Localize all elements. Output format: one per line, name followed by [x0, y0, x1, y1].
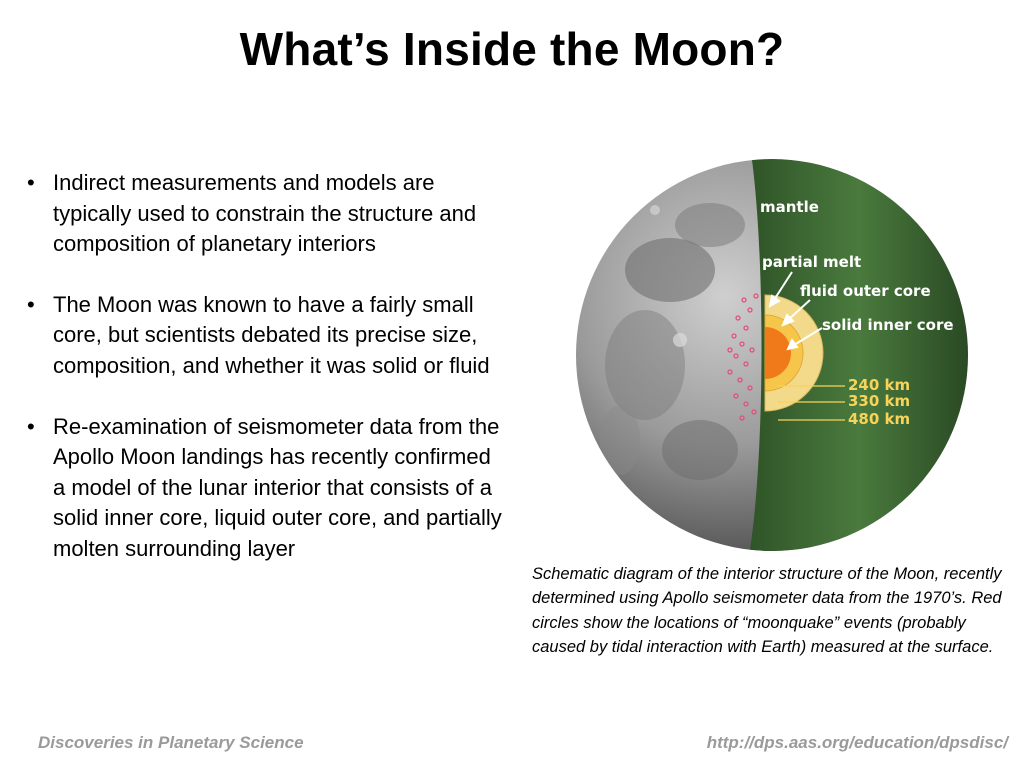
bullet-item: • The Moon was known to have a fairly small core, but scientists debated its precise size, composition, and whether it was solid or fluid — [27, 291, 490, 378]
radius-label-240: 240 km — [848, 376, 911, 394]
bullet-list — [24, 168, 504, 595]
page-title: What’s Inside the Moon? — [239, 23, 785, 75]
bullet-dot: • — [27, 413, 35, 439]
bullet-dot: • — [27, 170, 35, 195]
footer-series-title: Discoveries in Planetary Science — [38, 733, 304, 752]
radius-label-480: 480 km — [848, 410, 911, 428]
figure-caption: Schematic diagram of the interior structure of the Moon, recently determined using Apollo seismometer data from the 1970’s. Red circles show the locations of “moonquake” events (probably caused by tidal interaction with Earth) measured at the surface. — [532, 565, 1002, 657]
fluid-outer-core-label: fluid outer core — [800, 282, 931, 300]
bullet-item: • Re-examination of seismometer data from the Apollo Moon landings has recently confirmed a model of the lunar interior that consists of a solid inner core, liquid outer core, and partially molten surrounding layer — [27, 413, 502, 561]
mantle-label: mantle — [760, 198, 819, 216]
footer-url: http://dps.aas.org/education/dpsdisc/ — [706, 733, 1008, 752]
partial-melt-label: partial melt — [762, 253, 862, 271]
solid-inner-core-label: solid inner core — [822, 316, 954, 334]
radius-label-330: 330 km — [848, 392, 911, 410]
bullet-item: • Indirect measurements and models are typically used to constrain the structure and composition of planetary interiors — [27, 170, 477, 257]
bullet-dot: • — [27, 291, 35, 317]
moon-interior-diagram — [560, 150, 980, 560]
